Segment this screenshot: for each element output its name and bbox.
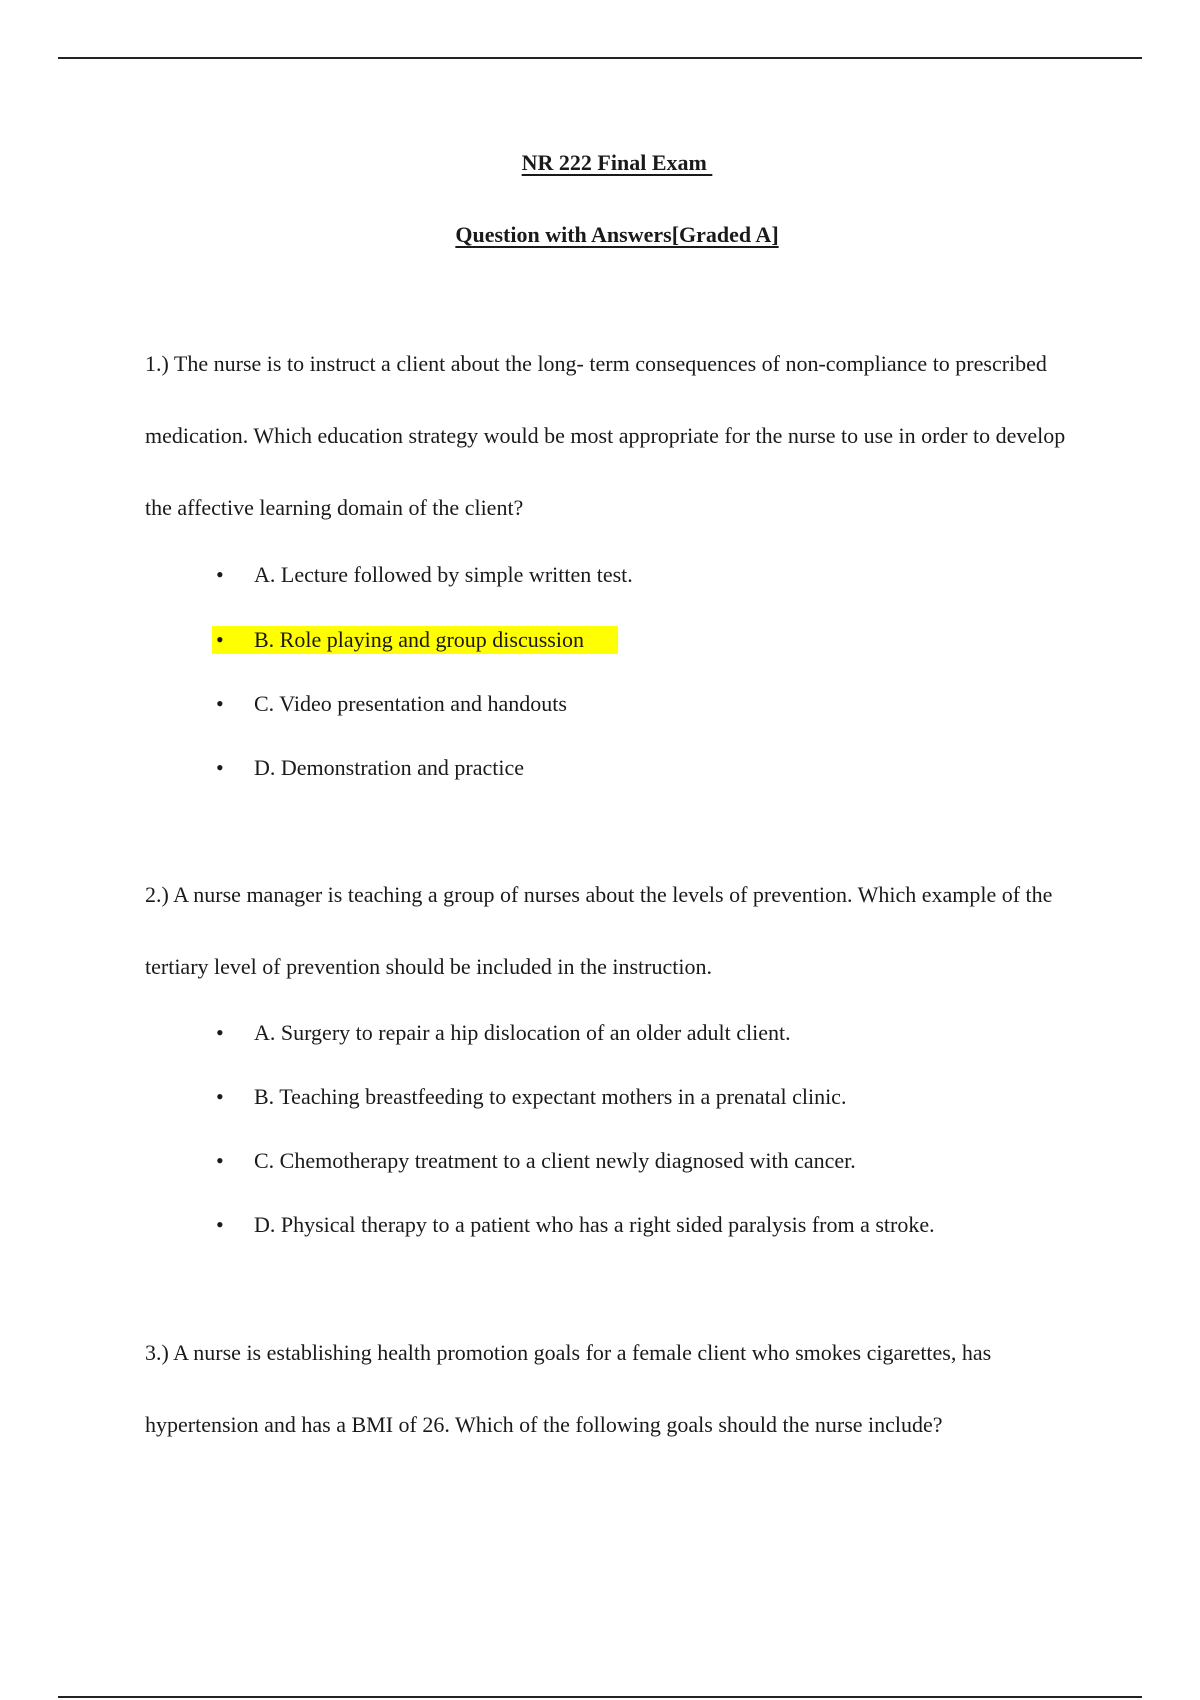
header-rule bbox=[58, 57, 1142, 59]
option-label: C. Chemotherapy treatment to a client newly diagnosed with cancer. bbox=[254, 1148, 856, 1173]
option-label: B. Teaching breastfeeding to expectant mothers in a prenatal clinic. bbox=[254, 1084, 847, 1109]
bullet-icon: • bbox=[216, 1020, 224, 1045]
option-label: B. Role playing and group discussion bbox=[254, 627, 584, 652]
option-label: D. Physical therapy to a patient who has a right sided paralysis from a stroke. bbox=[254, 1212, 935, 1237]
bullet-icon: • bbox=[216, 1212, 224, 1237]
option-label: A. Surgery to repair a hip dislocation of an older adult client. bbox=[254, 1020, 791, 1045]
bullet-icon: • bbox=[216, 562, 224, 587]
option-label: A. Lecture followed by simple written test. bbox=[254, 562, 633, 587]
document-title: NR 222 Final Exam bbox=[521, 150, 713, 175]
bullet-icon: • bbox=[216, 755, 224, 780]
bullet-icon: • bbox=[216, 1084, 224, 1109]
bullet-icon: • bbox=[216, 1148, 224, 1173]
document-subtitle: Question with Answers[Graded A] bbox=[455, 222, 779, 247]
question-1-text: 1.) The nurse is to instruct a client about the long- term consequences of non-compliance to prescribed medication. Which education strategy would be most appropriate for the nurse to use in order to develop the affective learning domain of the client? bbox=[145, 351, 1066, 520]
option-label: D. Demonstration and practice bbox=[254, 755, 525, 780]
bullet-icon: • bbox=[216, 691, 224, 716]
question-3-text: 3.) A nurse is establishing health promotion goals for a female client who smokes cigarettes, has hypertension and has a BMI of 26. Which of the following goals should the nurse include? bbox=[145, 1340, 992, 1437]
footer-rule bbox=[58, 1696, 1142, 1698]
question-2-text: 2.) A nurse manager is teaching a group of nurses about the levels of prevention. Which example of the tertiary level of prevention should be included in the instruction. bbox=[145, 882, 1053, 979]
option-label: C. Video presentation and handouts bbox=[254, 691, 567, 716]
bullet-icon: • bbox=[216, 627, 224, 652]
